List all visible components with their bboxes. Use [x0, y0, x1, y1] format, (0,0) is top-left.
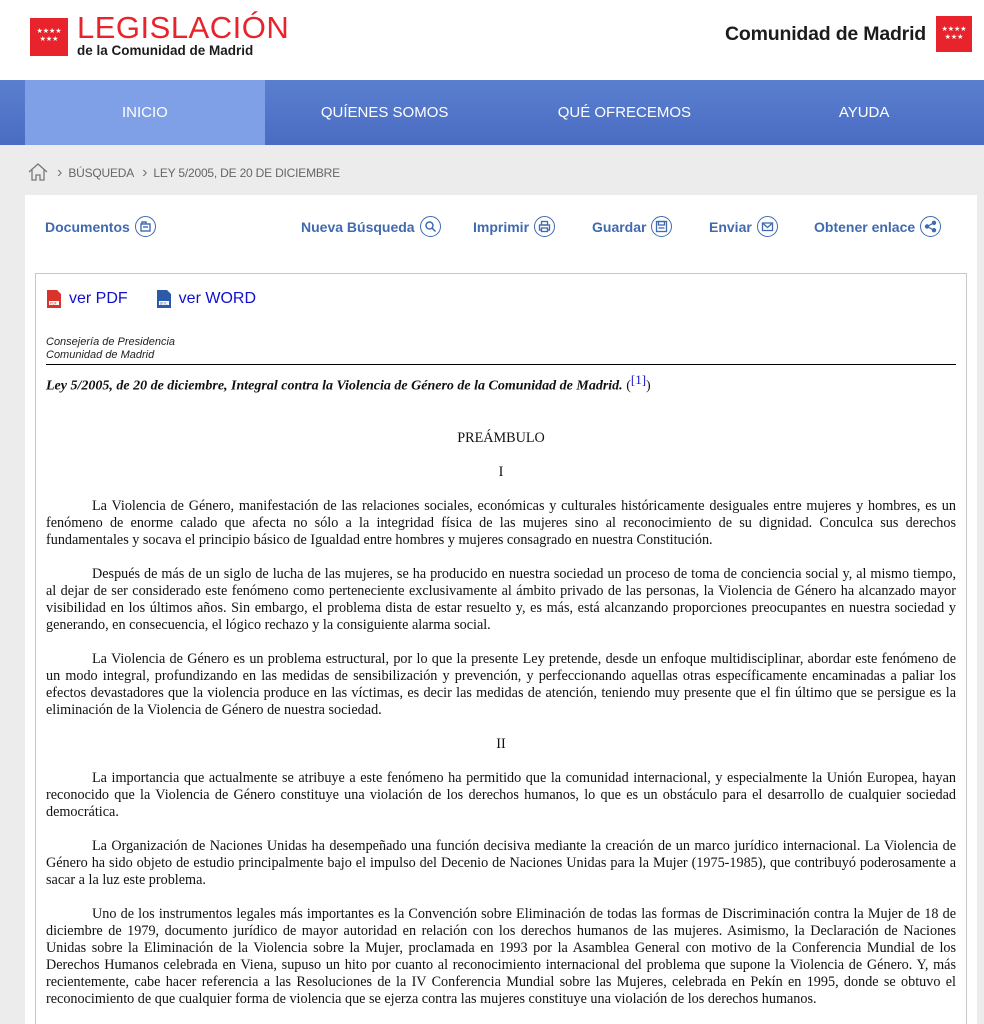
- guardar-button[interactable]: [592, 216, 672, 237]
- site-header: [0, 0, 984, 80]
- share-icon: [920, 216, 941, 237]
- document-body: [46, 430, 956, 1024]
- breadcrumb-item-busqueda[interactable]: BÚSQUEDA: [68, 166, 135, 180]
- breadcrumb: [27, 160, 340, 186]
- heading-section-i: I: [498, 464, 504, 480]
- obtener-enlace-label: Obtener enlace: [814, 218, 916, 235]
- ver-word-label: ver WORD: [178, 290, 256, 307]
- print-icon: [534, 216, 555, 237]
- nav-item-quienes-somos[interactable]: QUÍENES SOMOS: [320, 104, 449, 121]
- paragraph: Después de más de un siglo de lucha de las mujeres, se ha producido en nuestra sociedad un proceso de toma de conciencia social y, al mismo tiempo, al dejar de ser considerado este fenómeno como perteneciente exclusivamente al ámbito privado de las personas, la Violencia de Género ha alcanzado mayor visibilidad en los últimos años. Sin embargo, el problema dista de estar resuelto y, es más, está alcanzando proporciones preocupantes en nuestra sociedad y generando, en consecuencia, el lógico rechazo y la consiguiente alarma social.: [46, 566, 956, 633]
- enviar-button[interactable]: [709, 216, 778, 237]
- comunidad-madrid-logo[interactable]: [725, 16, 972, 52]
- imprimir-button[interactable]: [473, 216, 555, 237]
- law-title-text: Ley 5/2005, de 20 de diciembre, Integral contra la Violencia de Género de la Comunidad de Madrid.: [46, 378, 623, 394]
- logo-subtitle: de la Comunidad de Madrid: [77, 43, 254, 58]
- nueva-busqueda-label: Nueva Búsqueda: [301, 218, 415, 235]
- nav-item-que-ofrecemos[interactable]: QUÉ OFRECEMOS: [557, 104, 692, 121]
- document-toolbar: [25, 195, 977, 261]
- folder-icon: [135, 216, 156, 237]
- heading-preamble: PREÁMBULO: [457, 430, 545, 446]
- document-issuer: [46, 336, 175, 362]
- documentos-button[interactable]: [45, 216, 156, 237]
- law-title: [46, 372, 956, 395]
- enviar-label: Enviar: [709, 218, 752, 235]
- ver-word-link[interactable]: [156, 289, 256, 309]
- document-viewer: [35, 273, 967, 1024]
- paragraph: La Organización de Naciones Unidas ha desempeñado una función decisiva mediante la creación de un marco jurídico internacional. La Violencia de Género ha sido objeto de estudio principalmente bajo el impulso del Decenio de Naciones Unidas para la Mujer (1975-1985), que contribuyó poderosamente a sacar a la luz este problema.: [46, 838, 956, 888]
- footnote-open: (: [626, 378, 631, 394]
- imprimir-label: Imprimir: [473, 218, 530, 235]
- svg-text:PDF: PDF: [50, 301, 57, 306]
- save-icon: [651, 216, 672, 237]
- ver-pdf-link[interactable]: [46, 289, 128, 309]
- guardar-label: Guardar: [592, 218, 647, 235]
- documentos-label: Documentos: [45, 218, 130, 235]
- paragraph: La importancia que actualmente se atribuye a este fenómeno ha permitido que la comunidad internacional, y especialmente la Unión Europea, hayan reconocido que la Violencia de Género constituye una violación de los derechos humanos, lo que es un obstáculo para el desarrollo de cualquier sociedad democrática.: [46, 770, 956, 820]
- nueva-busqueda-button[interactable]: [301, 216, 441, 237]
- issuer-line-2: Comunidad de Madrid: [46, 349, 155, 361]
- main-nav: [0, 80, 984, 145]
- footnote-link[interactable]: [1]: [630, 372, 647, 387]
- legislacion-logo[interactable]: [30, 10, 290, 59]
- content-panel: [25, 195, 977, 1024]
- footnote-close: ): [646, 378, 651, 394]
- madrid-flag-icon: ★★★★ ★★★: [936, 16, 972, 52]
- ver-pdf-label: ver PDF: [69, 290, 128, 307]
- mail-icon: [757, 216, 778, 237]
- download-links: [46, 289, 284, 309]
- nav-item-ayuda[interactable]: AYUDA: [838, 104, 890, 121]
- search-icon: [420, 216, 441, 237]
- divider: [46, 364, 956, 365]
- brand-name: Comunidad de Madrid: [725, 22, 926, 45]
- paragraph: La Violencia de Género es un problema estructural, por lo que la presente Ley pretende, desde un enfoque multidisciplinar, abordar este fenómeno de un modo integral, profundizando en las medidas de sensibilización y prevención, y perfeccionando aquellas otras específicamente encaminadas a paliar los efectos devastadores que la violencia produce en las víctimas, es decir las medidas de atención, teniendo muy presente que el fin último que se persigue es la eliminación de la Violencia de Género de nuestra sociedad.: [46, 651, 956, 718]
- logo-title: LEGISLACIÓN: [77, 10, 290, 45]
- word-file-icon: [156, 289, 172, 309]
- madrid-flag-icon: ★★★★ ★★★: [30, 18, 68, 56]
- paragraph: La Violencia de Género, manifestación de las relaciones sociales, económicas y culturales históricamente desiguales entre mujeres y hombres, es un fenómeno de enorme calado que afecta no sólo a la integridad física de las mujeres sino al reconocimiento de su dignidad. Conculca sus derechos fundamentales y socava el principio básico de Igualdad entre hombres y mujeres consagrado en nuestra Constitución.: [46, 498, 956, 548]
- paragraph: Uno de los instrumentos legales más importantes es la Convención sobre Eliminación de todas las formas de Discriminación contra la Mujer de 18 de diciembre de 1979, documento jurídico de mayor autoridad en relación con los derechos humanos de las mujeres. Asimismo, la Declaración de Naciones Unidas sobre la Eliminación de la Violencia sobre la Mujer, proclamada en 1993 por la Asamblea General con motivo de la Conferencia Mundial de los Derechos Humanos celebrada en Viena, supuso un hito por cuanto al reconocimiento internacional del problema que supone la Violencia de Género. Y, más recientemente, cabe hacer referencia a las Resoluciones de la IV Conferencia Mundial sobre las Mujeres, celebrada en Pekín en 1995, donde se obtuvo el reconocimiento de que cualquier forma de violencia que se ejerza contra las mujeres constituye una violación de los derechos humanos.: [46, 906, 956, 1007]
- pdf-file-icon: [46, 289, 62, 309]
- svg-text:DOC: DOC: [159, 301, 168, 306]
- breadcrumb-item-ley: LEY 5/2005, DE 20 DE DICIEMBRE: [153, 166, 340, 180]
- issuer-line-1: Consejería de Presidencia: [46, 336, 176, 348]
- home-icon[interactable]: [27, 161, 49, 186]
- chevron-right-icon: ›: [142, 164, 148, 181]
- obtener-enlace-button[interactable]: [814, 216, 941, 237]
- heading-section-ii: II: [496, 736, 506, 752]
- chevron-right-icon: ›: [57, 164, 63, 181]
- nav-item-inicio[interactable]: INICIO: [25, 80, 265, 145]
